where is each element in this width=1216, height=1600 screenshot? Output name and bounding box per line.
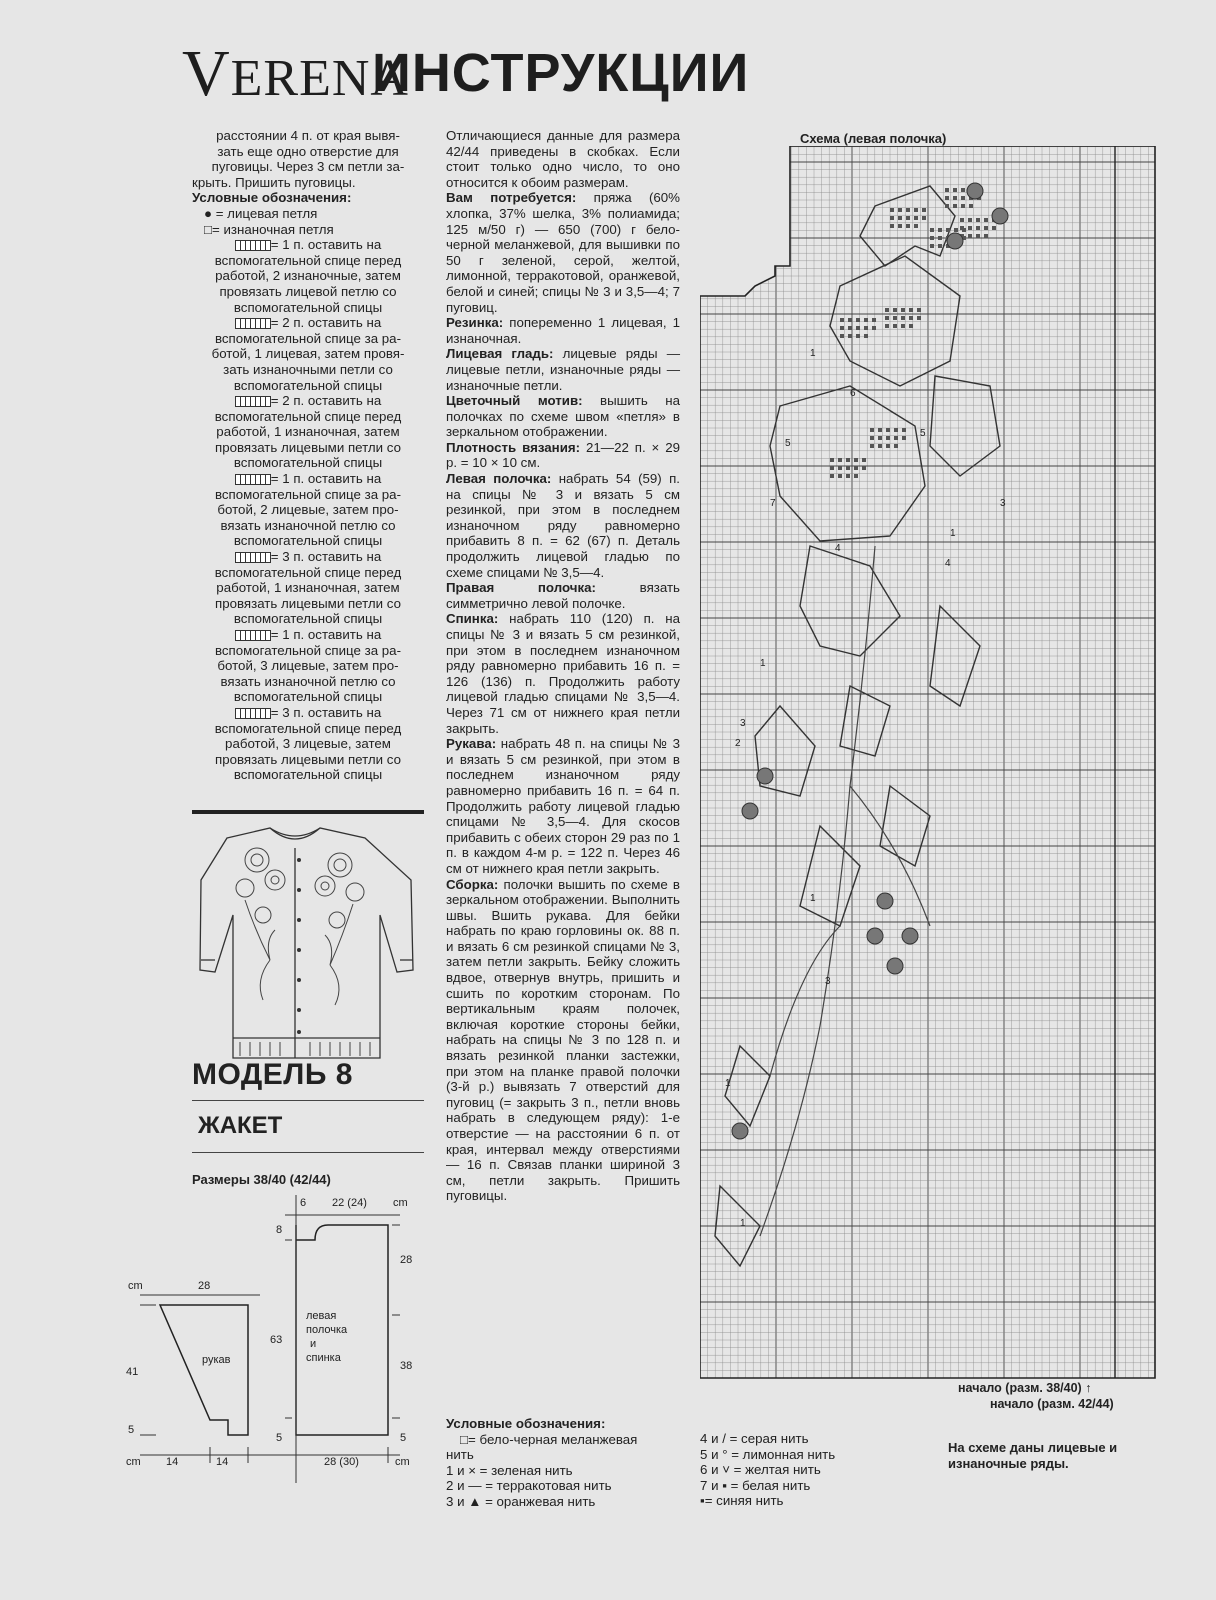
- section-rule: [192, 810, 424, 814]
- dim-right-c: 5: [400, 1432, 407, 1444]
- stitch-mark: [906, 216, 910, 220]
- stitch-mark: [901, 316, 905, 320]
- stitch-mark: [930, 244, 934, 248]
- stitch-mark: [893, 308, 897, 312]
- stem-outline: [770, 926, 840, 1076]
- stitch-mark: [909, 308, 913, 312]
- stitch-mark: [898, 216, 902, 220]
- stitch-mark: [914, 208, 918, 212]
- stitch-mark: [872, 326, 876, 330]
- cable-symbol-icon: [235, 474, 271, 485]
- stitch-mark: [878, 436, 882, 440]
- cable-legend-line: [192, 393, 424, 409]
- piece-label-2: полочка: [306, 1324, 348, 1336]
- divider: [192, 1152, 424, 1153]
- stitch-mark: [960, 218, 964, 222]
- stitch-mark: [885, 324, 889, 328]
- flower-motif-outline: [800, 826, 860, 926]
- stitch-mark: [893, 324, 897, 328]
- stitch-mark: [893, 316, 897, 320]
- stitch-mark: [906, 224, 910, 228]
- stitch-mark: [938, 228, 942, 232]
- cable-legend-line: работой, 1 изнаночная, затем: [216, 424, 400, 440]
- stitch-mark: [909, 316, 913, 320]
- stitch-mark: [946, 228, 950, 232]
- instruction-heading: Сборка:: [446, 876, 499, 892]
- stitch-mark: [938, 244, 942, 248]
- instruction-paragraph: [446, 440, 680, 471]
- cable-legend-line: работой, 1 изнаночная, затем: [216, 580, 400, 596]
- stitch-mark: [856, 318, 860, 322]
- cable-legend-line: вспомогательной спице перед: [214, 720, 402, 736]
- stitch-mark: [830, 466, 834, 470]
- cable-legend-text: = 3 п. оставить на: [270, 549, 382, 565]
- instruction-heading: Цветочный мотив:: [446, 393, 583, 409]
- color-number-label: 3: [740, 718, 746, 729]
- stitch-mark: [840, 318, 844, 322]
- stitch-mark: [984, 218, 988, 222]
- cable-legend-text: = 1 п. оставить на: [270, 237, 382, 253]
- instruction-text: пряжа (60% хлопка, 37% шелка, 3% полиамида; 125 м/50 г) — 650 (700) г бело-черной меланжевой, для вышивки по 50 г зеленой, серой, желтой, лимонной, терракотовой, оранжевой, белой и синей; спицы № 3 и 3,5—4; 7 пуговиц.: [446, 190, 680, 315]
- instruction-paragraph: [446, 393, 680, 440]
- color-number-label: 2: [735, 738, 741, 749]
- stitch-mark: [976, 226, 980, 230]
- stitch-mark: [890, 224, 894, 228]
- instruction-paragraph: [446, 877, 680, 1204]
- stitch-mark: [848, 326, 852, 330]
- instruction-text: набрать 54 (59) п. на спицы № 3 и вязать 5 см резинкой, при этом в последнем изнаночном ряду равномерно прибавить 8 п. = 62 (67) п. Деталь продолжить лицевой гладью по схеме спицами № 3,5—4.: [446, 471, 680, 580]
- stitch-mark: [830, 458, 834, 462]
- stitch-mark: [961, 196, 965, 200]
- cable-legend-line: вспомогательной спице за ра-: [214, 642, 402, 658]
- stitch-mark: [885, 308, 889, 312]
- color-number-label: 4: [835, 543, 841, 554]
- cable-legend-line: работой, 2 изнаночные, затем: [215, 268, 401, 284]
- cable-legend-line: вспомогательной спицы: [233, 455, 383, 471]
- instruction-text: полочки вышить по схеме в зеркальном отображении. Выполнить швы. Вшить рукава. Для бейки набрать по краю горловины ок. 88 п. и вязать 6 см резинкой спицами № 3, затем петли закрыть. Бейку сложить вдвое, отвернув внутрь, пришить и сшить по коротким сторонам. По вертикальным краям полочек, включая короткие стороны бейки, набрать на спицы № 3 по 128 п. и вязать резинкой планки застежки, при этом на планке правой полочки (3-й р.) вывязать 7 отверстий для пуговиц (= закрыть 3 п., петли вновь набрать в следующем ряду): 1-е отверстие — на расстоянии 6 п. от края, интервал между отверстиями — 16 п. Связав планки шириной 3 см, петли закрыть. Пришить пуговицы.: [446, 876, 680, 1204]
- color-number-label: 1: [810, 348, 816, 359]
- cable-legend-line: [192, 471, 424, 487]
- stitch-mark: [856, 334, 860, 338]
- cable-legend-line: вспомогательной спицы: [233, 689, 383, 705]
- stitch-mark: [909, 324, 913, 328]
- dim-unit-sleeve: cm: [128, 1280, 143, 1292]
- instruction-paragraph: [446, 346, 680, 393]
- cable-legend-text: = 2 п. оставить на: [270, 315, 382, 331]
- dim-right-a: 28: [400, 1254, 413, 1266]
- cable-legend-line: вспомогательной спице перед: [214, 252, 402, 268]
- stitch-mark: [848, 334, 852, 338]
- stitch-mark: [854, 474, 858, 478]
- instruction-heading: Вам потребуется:: [446, 190, 577, 206]
- stitch-mark: [938, 236, 942, 240]
- color-number-label: 1: [950, 528, 956, 539]
- flower-motif-outline: [800, 546, 900, 656]
- stitch-mark: [898, 224, 902, 228]
- piece-label-4: спинка: [306, 1352, 341, 1364]
- instruction-heading: Лицевая гладь:: [446, 346, 554, 362]
- instruction-text: 21—22 п. × 29 р. = 10 × 10 см.: [446, 439, 680, 471]
- cable-legend-line: вспомогательной спицы: [233, 299, 383, 315]
- instruction-heading: Резинка:: [446, 315, 504, 331]
- stitch-mark: [898, 208, 902, 212]
- model-name: ЖАКЕТ: [198, 1112, 283, 1139]
- stitch-mark: [914, 224, 918, 228]
- start-label-38: начало (разм. 38/40) ↑: [958, 1381, 1092, 1395]
- instruction-text: набрать 48 п. на спицы № 3 и вязать 5 см резинкой, при этом в последнем изнаночном ряду равномерно прибавить 16 п. = 64 п. Продолжить работу лицевой гладью спицами № 3,5—4. Для скосов прибавить с обеих сторон 29 раз по 1 п. в каждом 4-м р. = 122 п. Через 46 см от нижнего края петли закрыть.: [446, 736, 680, 876]
- cable-legend-line: ботой, 3 лицевые, затем про-: [217, 658, 399, 674]
- instruction-paragraph: [446, 736, 680, 876]
- stitch-mark: [862, 458, 866, 462]
- stitch-mark: [885, 316, 889, 320]
- stitch-mark: [984, 234, 988, 238]
- cable-legend-line: провязать лицевой петлю со: [219, 283, 397, 299]
- stitch-mark: [846, 474, 850, 478]
- cable-legend-line: [192, 315, 424, 331]
- flower-motif-outline: [770, 386, 925, 541]
- stitch-mark: [945, 188, 949, 192]
- cable-legend-line: [192, 549, 424, 565]
- dim-bottom-b: 14: [216, 1456, 229, 1468]
- stitch-mark: [864, 334, 868, 338]
- model-number: МОДЕЛЬ 8: [192, 1058, 353, 1091]
- stitch-mark: [902, 436, 906, 440]
- instruction-text: лицевые ряды — лицевые петли, изнаночные ряды — изнаночные петли.: [446, 346, 680, 393]
- stitch-mark: [840, 334, 844, 338]
- cable-legend-line: вспомогательной спице за ра-: [214, 486, 402, 502]
- color-legend-left: Условные обозначения: □= бело-черная меланжевая нить 1 и × = зеленая нить 2 и — = терракотовая нить 3 и ▲ = оранжевая нить: [446, 1416, 638, 1509]
- cable-legend-line: ботой, 2 лицевые, затем про-: [217, 502, 399, 518]
- cable-symbol-icon: [235, 552, 271, 563]
- cable-legend-line: вспомогательной спице перед: [214, 408, 402, 424]
- stitch-mark: [968, 226, 972, 230]
- cable-legend-text: = 1 п. оставить на: [270, 627, 382, 642]
- berry-dot: [887, 958, 903, 974]
- divider: [192, 1100, 424, 1101]
- instruction-heading: Плотность вязания:: [446, 439, 581, 455]
- color-number-label: 5: [785, 438, 791, 449]
- stitch-mark: [872, 318, 876, 322]
- instruction-paragraph: [446, 611, 680, 736]
- instruction-heading: Левая полочка:: [446, 471, 552, 487]
- knitting-scheme-grid: [700, 146, 1160, 1391]
- color-number-label: 1: [760, 658, 766, 669]
- stitch-mark: [917, 308, 921, 312]
- cable-legend-line: вспомогательной спицы: [233, 533, 383, 549]
- cable-legend-line: вспомогательной спице перед: [214, 564, 402, 580]
- cable-legend-text: = 2 п. оставить на: [270, 393, 382, 409]
- stitch-mark: [984, 226, 988, 230]
- stitch-mark: [906, 208, 910, 212]
- instruction-paragraph: [446, 580, 680, 611]
- cable-legend-line: вспомогательной спицы: [233, 611, 383, 627]
- dim-top-b: 22 (24): [332, 1197, 367, 1209]
- stitch-mark: [961, 188, 965, 192]
- stitch-mark: [838, 466, 842, 470]
- stitch-mark: [968, 234, 972, 238]
- stitch-mark: [830, 474, 834, 478]
- berry-dot: [867, 928, 883, 944]
- cable-legend-line: [192, 237, 424, 253]
- stitch-mark: [870, 428, 874, 432]
- stitch-mark: [976, 234, 980, 238]
- instruction-text: вышить на полочках по схеме швом «петля» в зеркальном отображении.: [446, 393, 680, 440]
- stitch-mark: [864, 326, 868, 330]
- stitch-mark: [894, 428, 898, 432]
- instruction-paragraph: [446, 190, 680, 315]
- stitch-mark: [922, 208, 926, 212]
- dim-top-a: 6: [300, 1197, 307, 1209]
- instruction-heading: Правая полочка:: [446, 580, 596, 596]
- cable-legend-line: вязать изнаночной петлю со: [220, 517, 396, 533]
- stitch-mark: [886, 428, 890, 432]
- cable-legend-text: = 3 п. оставить на: [270, 704, 382, 720]
- color-number-label: 4: [945, 558, 951, 569]
- berry-dot: [757, 768, 773, 784]
- stitch-mark: [894, 444, 898, 448]
- cable-symbol-icon: [235, 630, 271, 641]
- cable-symbol-icon: [235, 318, 271, 329]
- stitch-mark: [930, 236, 934, 240]
- stitch-mark: [901, 324, 905, 328]
- stitch-mark: [917, 316, 921, 320]
- cable-legend-line: вязать изнаночной петлю со: [220, 673, 396, 689]
- berry-dot: [732, 1123, 748, 1139]
- berry-dot: [877, 893, 893, 909]
- dim-unit-top: cm: [393, 1197, 408, 1209]
- instruction-text: Отличающиеся данные для размера 42/44 приведены в скобках. Если стоит только одно число, то оно относится к обоим размерам.: [446, 128, 680, 190]
- color-legend-right: 4 и / = серая нить 5 и ° = лимонная нить 6 и ˅ = желтая нить 7 и ▪ = белая нить ▪= синяя нить: [700, 1431, 836, 1509]
- berry-dot: [992, 208, 1008, 224]
- stitch-mark: [914, 216, 918, 220]
- stitch-mark: [954, 228, 958, 232]
- cable-legend-line: провязать лицевыми петли со: [215, 439, 401, 455]
- pattern-schematic: [120, 1195, 425, 1495]
- cable-legend-text: = 1 п. оставить на: [270, 471, 382, 487]
- instruction-paragraph: [446, 471, 680, 580]
- cable-legend-line: вспомогательной спице за ра-: [214, 330, 402, 346]
- sizes: Размеры 38/40 (42/44): [192, 1172, 331, 1187]
- stitch-mark: [878, 444, 882, 448]
- stitch-mark: [901, 308, 905, 312]
- stitch-mark: [878, 428, 882, 432]
- stem-outline: [760, 546, 875, 1236]
- dim-bottom-c: 28 (30): [324, 1456, 359, 1468]
- berry-dot: [902, 928, 918, 944]
- instruction-paragraph: [446, 315, 680, 346]
- stitch-mark: [992, 226, 996, 230]
- sleeve-left-5: 5: [128, 1424, 135, 1436]
- dim-unit-bottom: cm: [126, 1456, 141, 1468]
- color-number-label: 1: [810, 893, 816, 904]
- sleeve-left: 41: [126, 1366, 139, 1378]
- stitch-mark: [870, 444, 874, 448]
- stitch-mark: [854, 458, 858, 462]
- stitch-mark: [890, 208, 894, 212]
- cable-symbol-icon: [235, 396, 271, 407]
- berry-dot: [742, 803, 758, 819]
- dim-right-b: 38: [400, 1360, 413, 1372]
- stitch-mark: [838, 458, 842, 462]
- stitch-mark: [953, 188, 957, 192]
- stitch-mark: [945, 196, 949, 200]
- cable-symbol-icon: [235, 708, 271, 719]
- flower-motif-outline: [930, 376, 1000, 476]
- stitch-mark: [846, 466, 850, 470]
- stitch-mark: [848, 318, 852, 322]
- stitch-mark: [886, 436, 890, 440]
- color-number-label: 6: [850, 388, 856, 399]
- scheme-title: Схема (левая полочка): [800, 131, 947, 146]
- stitch-mark: [838, 474, 842, 478]
- stitch-mark: [922, 216, 926, 220]
- column-1: расстоянии 4 п. от края вывя- зать еще одно отверстие для пуговицы. Через 3 см петли за- крыть. Пришить пуговицы. Условные обозначения: ● = лицевая петля □= изнаночная петля = 1 п. оставить на вспомогательной спице перед работой, 2 изнаночные, затем провязать лицевой петлю со вспомогательной спицы = 2 п. оставить на вспомогательной спице за ра- ботой, 1 лицевая, затем провя- зать изнаночными петли со вспомогательной спицы = 2 п. оставить на вспомогательной спице перед работой, 1 изнаночная, затем провязать лицевыми петли со вспомогательной спицы = 1 п. оставить на вспомогательной спице за ра- ботой, 2 лицевые, затем про- вязать изнаночной петлю со вспомогательной спицы = 3 п. оставить на вспомогательной спице перед работой, 1 изнаночная, затем провязать лицевыми петли со вспомогательной спицы = 1 п. оставить на вспомогательной спице за ра- ботой, 3 лицевые, затем про- вязать изнаночной петлю со вспомогательной спицы = 3 п. оставить на вспомогательной спице перед работой, 3 лицевые, затем провязать лицевыми петли со вспомогательной спицы: [192, 128, 424, 783]
- cable-legend-line: провязать лицевыми петли со: [215, 595, 401, 611]
- piece-label-1: левая: [306, 1310, 337, 1322]
- stitch-mark: [962, 228, 966, 232]
- stitch-mark: [976, 218, 980, 222]
- berry-dot: [947, 233, 963, 249]
- cable-legend-line: вспомогательной спицы: [233, 377, 383, 393]
- start-label-42: начало (разм. 42/44): [990, 1397, 1114, 1411]
- instruction-text: попеременно 1 лицевая, 1 изнаночная.: [446, 315, 680, 346]
- flower-motif-outline: [725, 1046, 770, 1126]
- jacket-illustration: [175, 820, 435, 1060]
- sleeve-label: рукав: [202, 1354, 231, 1366]
- instruction-paragraph: [446, 128, 680, 190]
- stitch-mark: [846, 458, 850, 462]
- color-number-label: 3: [825, 976, 831, 987]
- stitch-mark: [953, 204, 957, 208]
- cable-symbol-icon: [235, 240, 271, 251]
- cable-legend-line: провязать лицевыми петли со: [215, 751, 401, 767]
- cable-legend-line: работой, 3 лицевые, затем: [225, 736, 391, 752]
- instruction-heading: Спинка:: [446, 611, 499, 627]
- stitch-mark: [840, 326, 844, 330]
- sleeve-top: 28: [198, 1280, 211, 1292]
- cable-legend-line: зать изнаночными петли со: [223, 361, 393, 377]
- brand-logo: VERENA: [182, 37, 409, 110]
- column-2: [446, 128, 680, 1204]
- stitch-mark: [930, 228, 934, 232]
- stitch-mark: [945, 204, 949, 208]
- cable-legend-line: [192, 627, 424, 643]
- instruction-heading: Рукава:: [446, 736, 497, 752]
- instruction-text: набрать 110 (120) п. на спицы № 3 и вязать 5 см резинкой, при этом в последнем изнаночном ряду равномерно прибавить 16 п. = 126 (136) п. Продолжить работу лицевой гладью спицами № 3,5—4. Через 71 см от нижнего края петли закрыть.: [446, 611, 680, 736]
- piece-label-3: и: [310, 1338, 317, 1350]
- dim-bottom-a: 14: [166, 1456, 179, 1468]
- stitch-mark: [854, 466, 858, 470]
- stitch-mark: [953, 196, 957, 200]
- stitch-mark: [864, 318, 868, 322]
- stitch-mark: [961, 204, 965, 208]
- cable-legend-line: ботой, 1 лицевая, затем провя-: [211, 346, 405, 362]
- instruction-text: вязать симметрично левой полочке.: [446, 580, 680, 611]
- legend-title: Условные обозначения:: [192, 190, 352, 206]
- berry-dot: [967, 183, 983, 199]
- stitch-mark: [890, 216, 894, 220]
- stitch-mark: [886, 444, 890, 448]
- color-number-label: 7: [770, 498, 776, 509]
- page-title: ИНСТРУКЦИИ: [372, 43, 750, 103]
- stitch-mark: [862, 466, 866, 470]
- color-number-label: 1: [725, 1078, 731, 1089]
- stitch-mark: [894, 436, 898, 440]
- scheme-note: На схеме даны лицевые и изнаночные ряды.: [948, 1440, 1118, 1471]
- dim-left-b: 63: [270, 1334, 283, 1346]
- stitch-mark: [902, 428, 906, 432]
- stitch-mark: [870, 436, 874, 440]
- dim-left-c: 5: [276, 1432, 283, 1444]
- stitch-mark: [856, 326, 860, 330]
- dim-left-a: 8: [276, 1224, 283, 1236]
- color-number-label: 5: [920, 428, 926, 439]
- cable-legend-line: вспомогательной спицы: [233, 767, 383, 783]
- dim-unit-br: cm: [395, 1456, 410, 1468]
- color-number-label: 1: [740, 1218, 746, 1229]
- color-number-label: 3: [1000, 498, 1006, 509]
- stitch-mark: [968, 218, 972, 222]
- stitch-mark: [969, 204, 973, 208]
- cable-legend-line: [192, 705, 424, 721]
